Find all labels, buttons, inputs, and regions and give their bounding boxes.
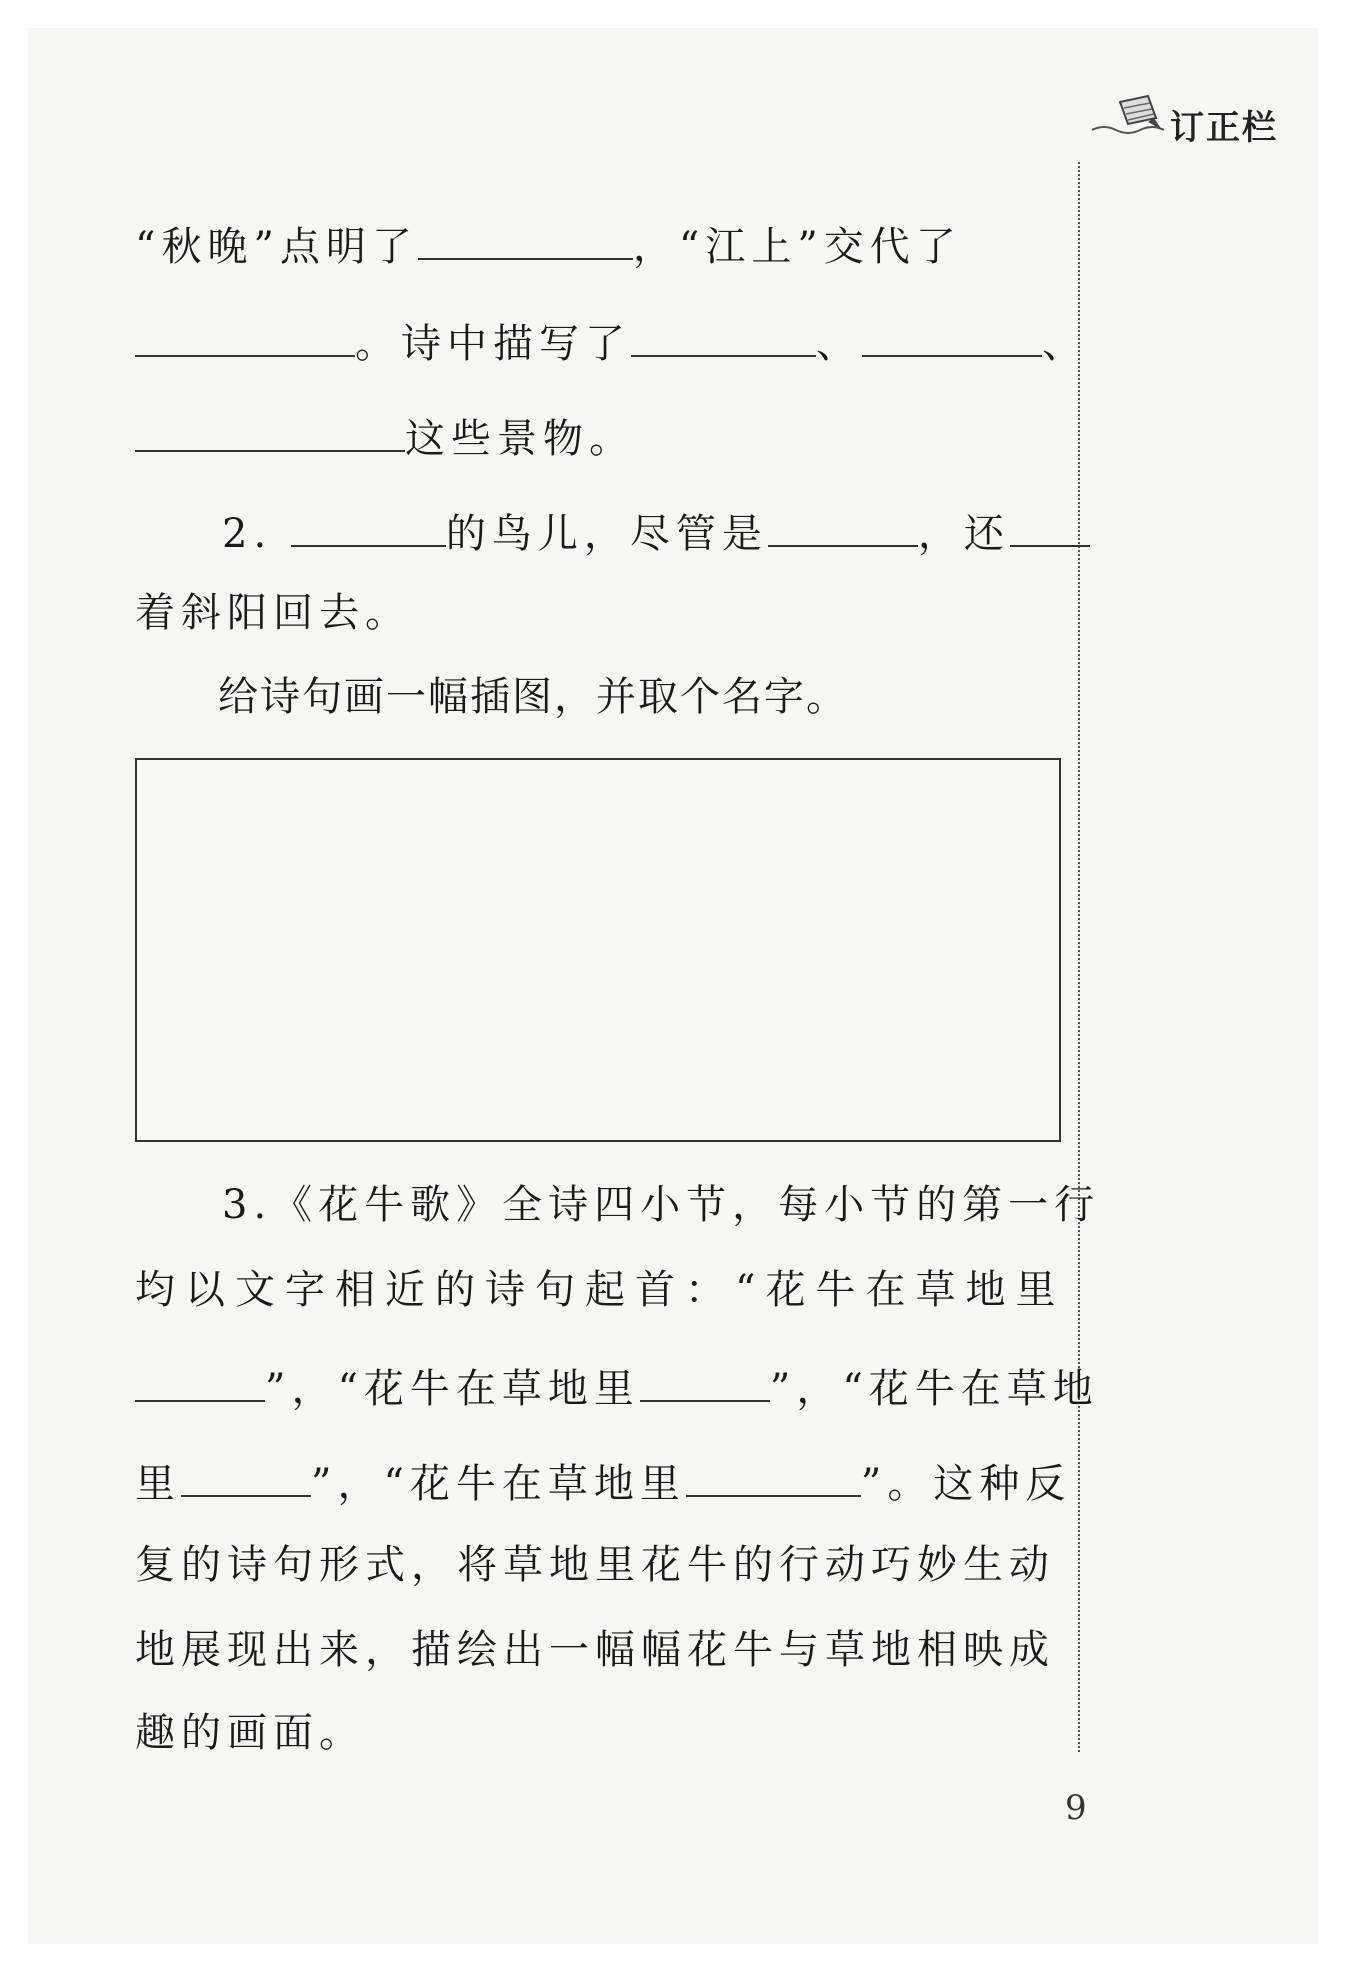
correction-column-title: 订正栏 (1170, 108, 1278, 148)
q1-line-3 (135, 410, 635, 464)
page-number: 9 (1065, 1788, 1087, 1828)
q3-text-4c: ”。这种反 (860, 1461, 1072, 1507)
q1-text-f: 这些景物。 (405, 416, 635, 462)
q3-line-2 (135, 1265, 1065, 1315)
q3-text-3b: ”，“花牛在草地 (769, 1366, 1099, 1412)
q3-text-4b: ”，“花牛在草地里 (311, 1461, 686, 1507)
q1-line-1 (135, 218, 962, 272)
q2-number: 2. (222, 511, 273, 557)
q3-text-2: 均以文字相近的诗句起首：“花牛在草地里 (135, 1267, 1066, 1313)
q3-text-6: 地展现出来，描绘出一幅幅花牛与草地相映成 (135, 1627, 1055, 1673)
answer-blank[interactable] (862, 315, 1042, 357)
correction-divider (1078, 162, 1080, 1752)
q2-text-a: 的鸟儿，尽管是 (445, 511, 768, 557)
correction-column-header (1090, 92, 1320, 162)
answer-blank[interactable] (686, 1455, 861, 1497)
q3-text-3a: ”，“花牛在草地里 (265, 1366, 640, 1412)
q2-text-b: ，还 (917, 511, 1010, 557)
q2-line-2 (135, 588, 411, 638)
q2-text-c: 着斜阳回去。 (135, 590, 411, 636)
q3-line-1 (222, 1180, 1100, 1230)
q1-text-c: 。诗中描写了 (355, 321, 631, 367)
answer-blank[interactable] (631, 315, 816, 357)
answer-blank[interactable] (135, 315, 355, 357)
q3-text-5: 复的诗句形式，将草地里花牛的行动巧妙生动 (135, 1542, 1055, 1588)
answer-blank[interactable] (1010, 505, 1090, 547)
q1-text-b: ，“江上”交代了 (632, 224, 962, 270)
q3-text-7: 趣的画面。 (135, 1710, 365, 1756)
answer-blank[interactable] (640, 1360, 770, 1402)
pencil-icon (1090, 92, 1180, 152)
q1-text-e: 、 (1042, 321, 1088, 367)
q3-line-5 (135, 1540, 1055, 1590)
answer-blank[interactable] (768, 505, 918, 547)
answer-blank[interactable] (181, 1455, 311, 1497)
q3-text-1: 3.《花牛歌》全诗四小节，每小节的第一行 (222, 1182, 1101, 1228)
answer-blank[interactable] (135, 410, 405, 452)
illustration-drawing-box[interactable] (135, 758, 1061, 1142)
q3-line-7 (135, 1708, 365, 1758)
q3-line-3 (135, 1360, 1099, 1414)
q1-line-2 (135, 315, 1088, 369)
q2-line-1 (222, 505, 1090, 559)
q3-line-4 (135, 1455, 1071, 1509)
q1-text-a: “秋晚”点明了 (135, 224, 418, 270)
q1-text-d: 、 (816, 321, 862, 367)
q3-line-6 (135, 1625, 1055, 1675)
answer-blank[interactable] (418, 218, 633, 260)
q2-instruction (218, 672, 848, 722)
answer-blank[interactable] (291, 505, 446, 547)
q3-text-4a: 里 (135, 1461, 181, 1507)
q2-instruction-text: 给诗句画一幅插图，并取个名字。 (218, 674, 848, 720)
answer-blank[interactable] (135, 1360, 265, 1402)
